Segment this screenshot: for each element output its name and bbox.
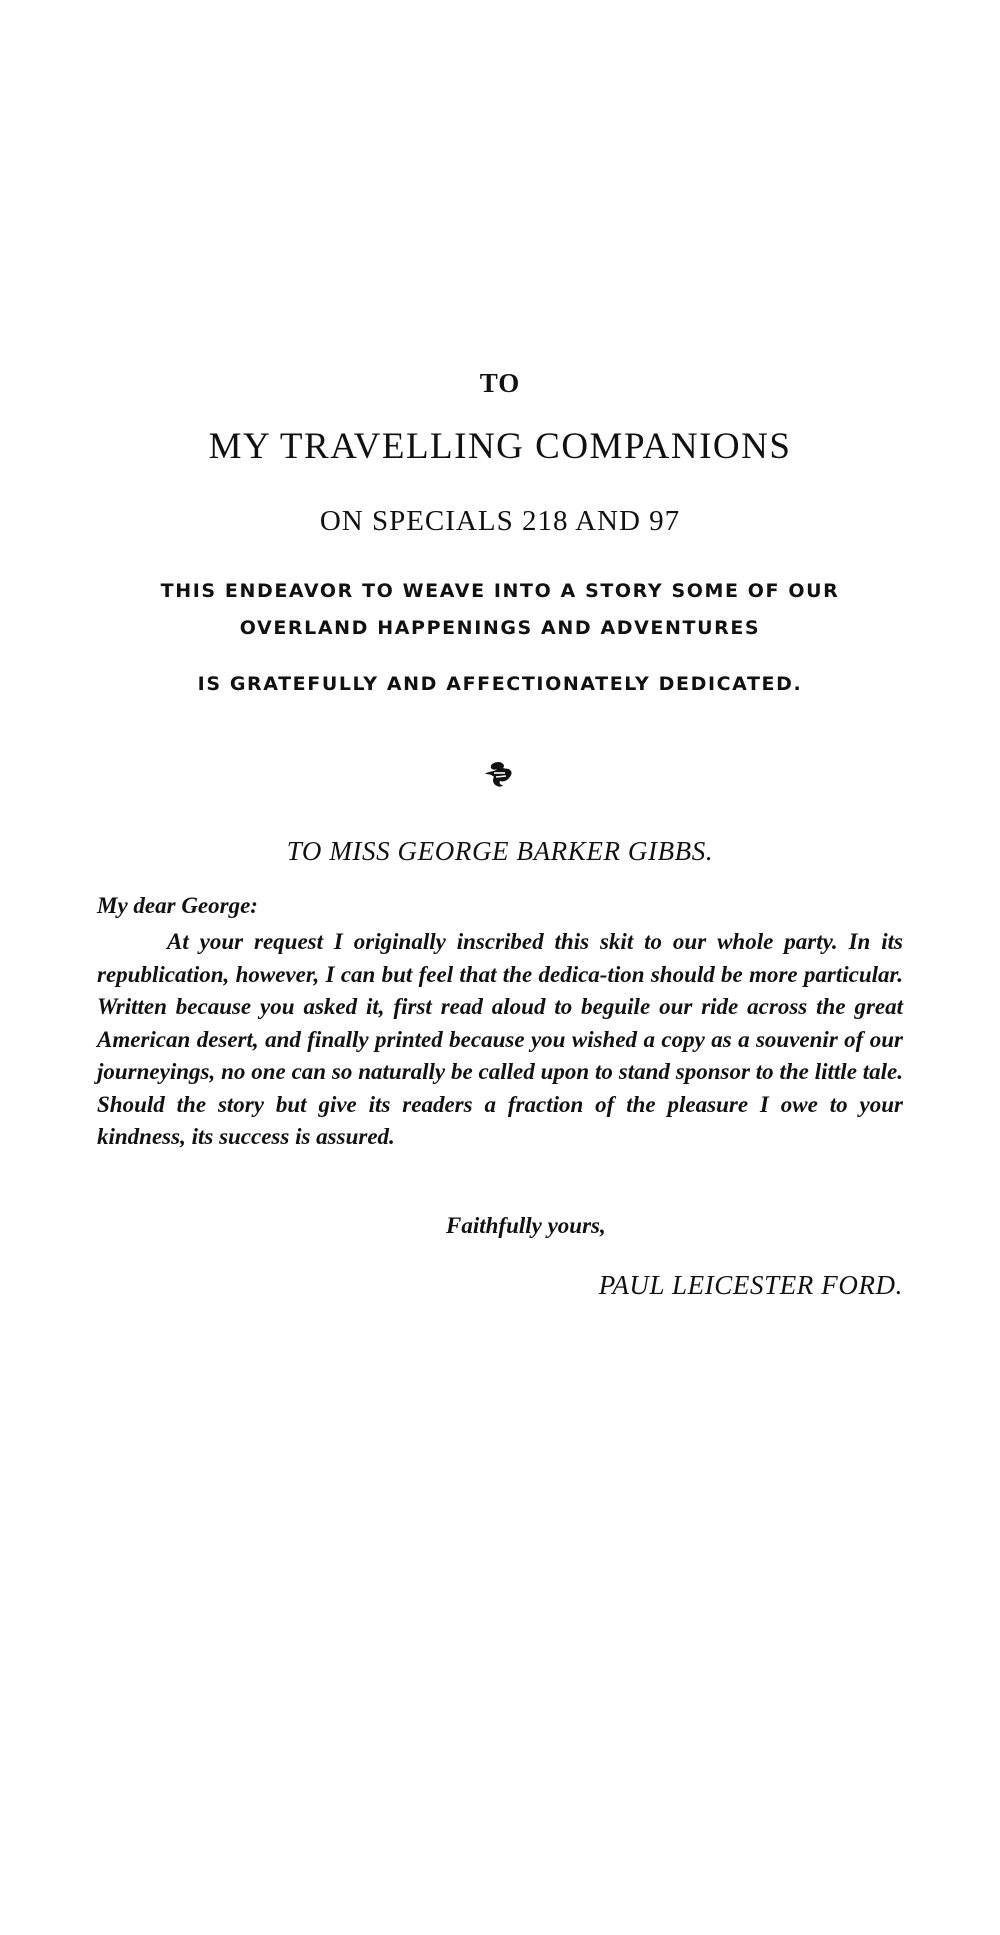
dedication-closing-line: IS GRATEFULLY AND AFFECTIONATELY DEDICATED. bbox=[197, 673, 803, 695]
dedication-endeavor-line-2: OVERLAND HAPPENINGS AND ADVENTURES bbox=[239, 617, 761, 639]
letter-signature: PAUL LEICESTER FORD. bbox=[598, 1270, 903, 1300]
dedication-endeavor-line-1: THIS ENDEAVOR TO WEAVE INTO A STORY SOME OF OUR bbox=[160, 580, 840, 602]
letter-body: At your request I originally inscribed this skit to our whole party. In its republication, however, I can but feel that the dedica-tion should be more particular. Written because you asked it, first read aloud to beguile our ride across the great American desert, and finally printed because you wished a copy as a souvenir of our journeyings, no one can so naturally be called upon to stand sponsor to the little tale. Should the story but give its readers a fraction of the pleasure I owe to your kindness, its success is assured. bbox=[97, 929, 903, 1149]
letter-heading: TO MISS GEORGE BARKER GIBBS. bbox=[286, 836, 714, 866]
fleuron-icon bbox=[482, 760, 516, 790]
dedication-endeavor-block bbox=[95, 573, 905, 647]
letter-closing: Faithfully yours, bbox=[446, 1213, 606, 1238]
dedication-specials-line: ON SPECIALS 218 AND 97 bbox=[319, 505, 681, 537]
dedication-companions-line: MY TRAVELLING COMPANIONS bbox=[208, 426, 792, 467]
dedication-to-heading: TO bbox=[479, 368, 521, 398]
letter-salutation: My dear George: bbox=[97, 893, 258, 918]
